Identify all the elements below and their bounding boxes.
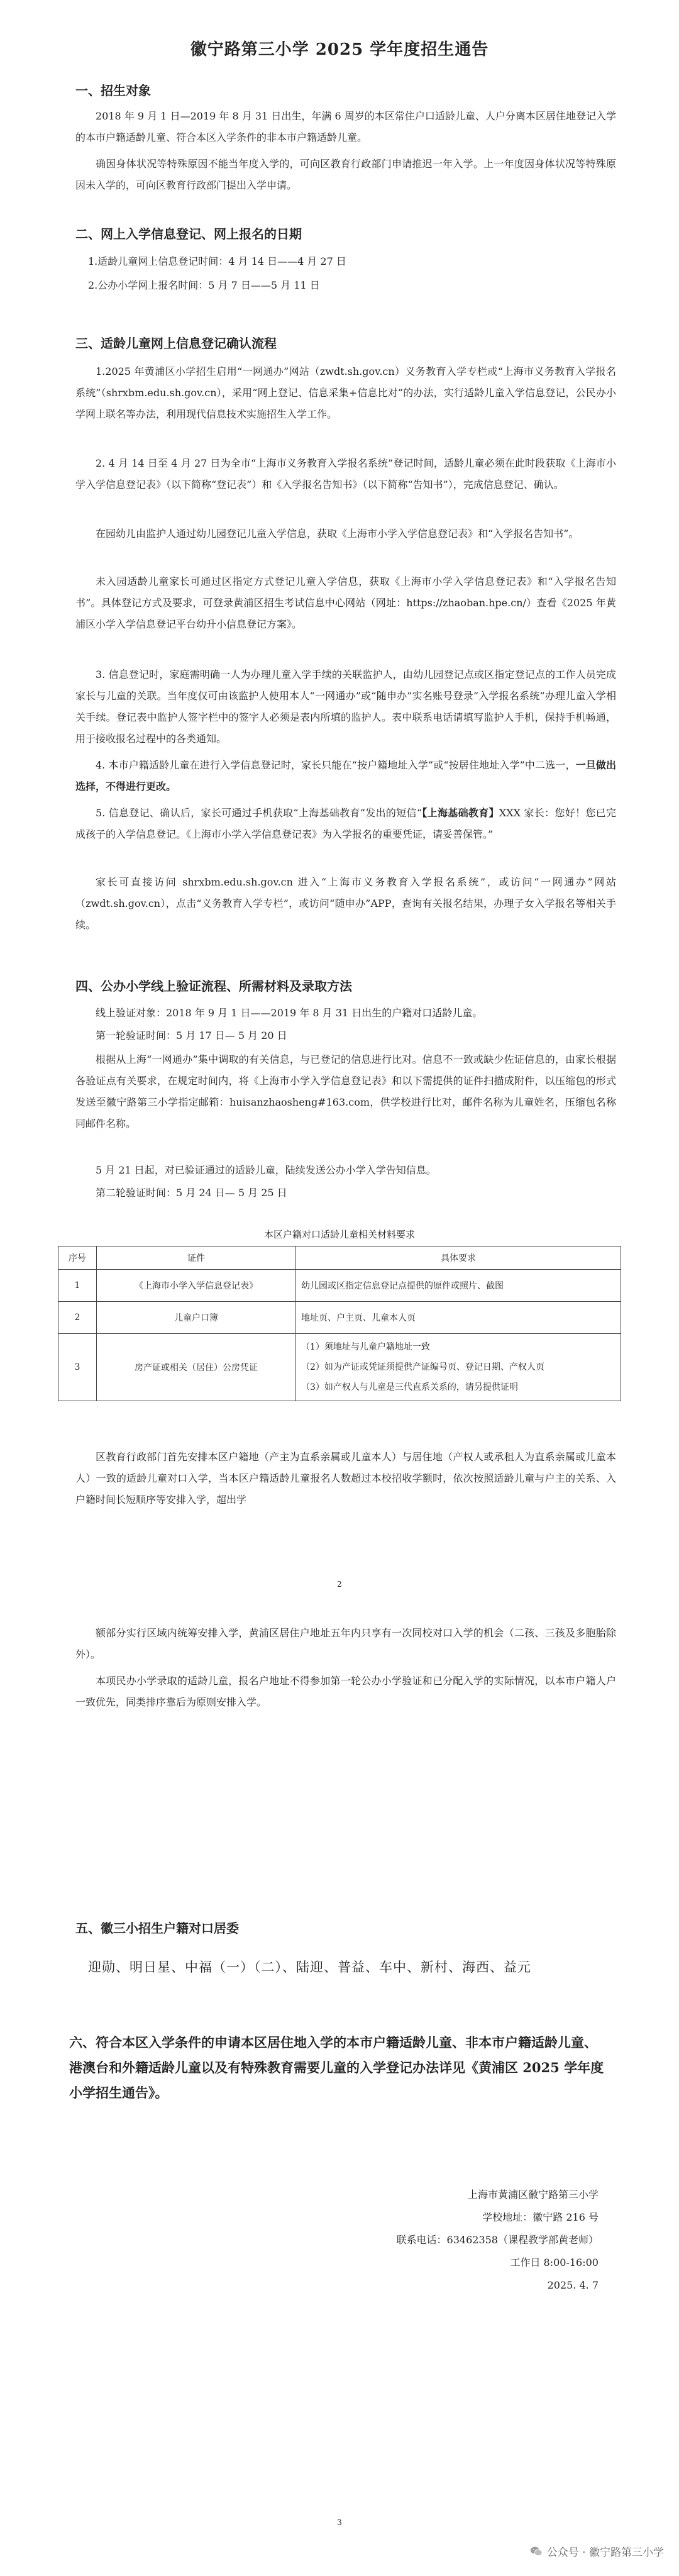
page-number-2: 2: [337, 1580, 342, 1589]
school-address: 学校地址：徽宁路 216 号: [482, 2211, 599, 2223]
row-req-list: [296, 1334, 621, 1401]
row-req: 幼儿园或区指定信息登记点提供的原件或照片、截图: [296, 1270, 621, 1302]
req-item: （1）须地址与儿童户籍地址一致: [301, 1342, 430, 1352]
table-row: [58, 1270, 621, 1302]
notice-date: 2025. 4. 7: [547, 2279, 599, 2291]
sms-sender-tag: 【上海基础教育】: [422, 807, 499, 819]
row-doc: 房产证或相关（居住）公房凭证: [97, 1334, 296, 1401]
section-2-heading: 二、网上入学信息登记、网上报名的日期: [75, 226, 302, 242]
wechat-icon: [529, 2545, 543, 2558]
req-item: （3）如产权人与儿童是三代直系关系的，请另提供证明: [301, 1382, 518, 1392]
signature-block: [334, 2184, 599, 2297]
school-name: 上海市黄浦区徽宁路第三小学: [467, 2189, 599, 2201]
office-hours: 工作日 8:00-16:00: [510, 2257, 599, 2268]
req-item: （2）如为产证或凭证须提供产证编号页、登记日期、产权人页: [301, 1362, 544, 1372]
section-6-heading: 六、符合本区入学条件的申请本区居住地入学的本市户籍适龄儿童、非本市户籍适龄儿童、港澳台和外籍适龄儿童以及有特殊教育需要儿童的入学登记办法详见《黄浦区 2025 学年度小学招生通告》。: [69, 2035, 604, 2101]
first-round-date: 第一轮验证时间：5 月 17 日— 5 月 20 日: [96, 1030, 287, 1041]
verification-process: 根据从上海“一网通办”集中调取的有关信息，与已登记的信息进行比对。信息不一致或缺少佐证信息的，由家长根据各验证点有关要求，在规定时间内，将《上海市小学入学信息登记表》和以下需提供的证件扫描成附件，以压缩包的形式发送至徽宁路第三小学指定邮箱：huisanzhaosheng#163.com，供学校进行比对，邮件名称为儿童姓名，压缩包名称同邮件名称。: [75, 1053, 616, 1130]
row-no: 2: [58, 1302, 97, 1334]
table-header-no: 序号: [58, 1246, 97, 1270]
neighborhood-list: 迎勋、明日星、中福（一）（二）、陆迎、普益、车中、新村、海西、益元: [88, 1960, 531, 1975]
row-req: 地址页、户主页、儿童本人页: [296, 1302, 621, 1334]
section-1-heading: 一、招生对象: [75, 83, 151, 98]
table-row: [58, 1334, 621, 1401]
verification-target: 线上验证对象：2018 年 9 月 1 日——2019 年 8 月 31 日出生的户籍对口适龄儿童。: [96, 1007, 483, 1019]
section-3-paragraph-3: 在园幼儿由监护人通过幼儿园登记儿童入学信息，获取《上海市小学入学信息登记表》和“入学报名告知书”。: [96, 528, 579, 540]
section-3-paragraph-4: 未入园适龄儿童家长可通过区指定方式登记儿童入学信息，获取《上海市小学入学信息登记表》和“入学报名告知书”。具体登记方式及要求，可登录黄浦区招生考试信息中心网站（网址：https://zhaoban.hpe.cn/）查看《2025 年黄浦区小学入学信息登记平台幼升小信息登记方案》。: [75, 575, 616, 630]
sms-notice-body: XXX 家长：您好！您已完成孩子的入学信息登记。《上海市小学入学信息登记表》为入学报名的重要凭证，请妥善保管。”: [75, 807, 616, 840]
table-header-req: 具体要求: [296, 1246, 621, 1270]
row-no: 1: [58, 1270, 97, 1302]
section-3-paragraph-7: [75, 802, 616, 845]
selection-rule-text: 4. 本市户籍适龄儿童在进行入学信息登记时，家长只能在“按户籍地址入学”或“按居住地址入学”中二选一，: [96, 759, 576, 771]
contact-phone: 联系电话：63462358（课程教学部黄老师）: [396, 2234, 599, 2246]
section-3-paragraph-5: 3. 信息登记时，家庭需明确一人为办理儿童入学手续的关联监护人，由幼儿园登记点或区指定登记点的工作人员完成家长与儿童的关联。当年度仅可由该监护人使用本人“一网通办”或“随申办”实名账号登录“入学报名系统”办理儿童入学相关手续。登记表中监护人签字栏中的签字人必须是表内所填的监护人。表中联系电话请填写监护人手机，保持手机畅通，用于接收报名过程中的各类通知。: [75, 669, 616, 745]
wechat-watermark: [529, 2543, 664, 2559]
wechat-account-name: 公众号 · 徽宁路第三小学: [546, 2546, 664, 2559]
sms-notice-text: 5. 信息登记、确认后，家长可通过手机获取“上海基础教育”发出的短信“: [96, 807, 422, 819]
admission-order-paragraph: 区教育行政部门首先安排本区户籍地（产主为直系亲属或儿童本人）与居住地（产权人或承租人为直系亲属或儿童本人）一致的适龄儿童对口入学，当本区户籍适龄儿童报名人数超过本校招收学额时，依次按照适龄儿童与户主的关系、入户籍时间长短顺序等安排入学，超出学: [75, 1451, 616, 1506]
admission-order-continued: 额部分实行区域内统筹安排入学，黄浦区居住户地址五年内只享有一次同校对口入学的机会（二孩、三孩及多胞胎除外）。: [75, 1627, 616, 1660]
section-2-line-1: 1.适龄儿童网上信息登记时间：4 月 14 日——4 月 27 日: [88, 255, 346, 267]
table-row: [58, 1302, 621, 1334]
section-2-line-2: 2.公办小学网上报名时间：5 月 7 日——5 月 11 日: [88, 279, 320, 291]
section-3-paragraph-6: [75, 755, 616, 797]
table-header-row: [58, 1246, 621, 1270]
section-4-heading: 四、公办小学线上验证流程、所需材料及录取方法: [75, 979, 352, 994]
selection-rule-emphasis: 一旦做出选择，不得进行更改。: [75, 759, 616, 792]
row-no: 3: [58, 1334, 97, 1401]
private-admission-paragraph: 本项民办小学录取的适龄儿童，报名户地址不得参加第一轮公办小学验证和已分配入学的实际情况，以本市户籍人户一致优先，同类排序靠后为原则安排入学。: [75, 1675, 616, 1708]
section-5-heading: 五、徽三小招生户籍对口居委: [75, 1921, 239, 1936]
page-number-3: 3: [337, 2518, 342, 2527]
notice-sending-info: 5 月 21 日起，对已验证通过的适龄儿童，陆续发送公办小学入学告知信息。: [96, 1164, 436, 1176]
table-header-doc: 证件: [97, 1246, 296, 1270]
section-3-paragraph-8: 家长可直接访问 shrxbm.edu.sh.gov.cn 进入“上海市义务教育入学报名系统”，或访问“一网通办”网站（zwdt.sh.gov.cn），点击“义务教育入学专栏”，或访问“随申办”APP，查询有关报名结果，办理子女入学报名等相关手续。: [75, 876, 616, 931]
section-3-paragraph-2: 2. 4 月 14 日至 4 月 27 日为全市“上海市义务教育入学报名系统”登记时间，适龄儿童必须在此时段获取《上海市小学入学信息登记表》（以下简称“登记表”）和《入学报名告知书》（以下简称“告知书”），完成信息登记、确认。: [75, 457, 616, 491]
section-3-heading: 三、适龄儿童网上信息登记确认流程: [75, 336, 277, 351]
section-1-paragraph-1: 2018 年 9 月 1 日—2019 年 8 月 31 日出生，年满 6 周岁的本区常住户口适龄儿童、人户分离本区居住地登记入学的本市户籍适龄儿童、符合本区入学条件的非本市户籍适龄儿童。: [75, 110, 616, 143]
section-3-paragraph-1: 1.2025 年黄浦区小学招生启用“一网通办”网站（zwdt.sh.gov.cn）义务教育入学专栏或“上海市义务教育入学报名系统”（shrxbm.edu.sh.gov.cn），采用“网上登记、信息采集+信息比对”的办法，实行适龄儿童入学信息登记，公民办小学网上联名等办法，利用现代信息技术实施招生入学工作。: [75, 365, 616, 420]
table-caption: 本区户籍对口适龄儿童相关材料要求: [263, 1229, 415, 1240]
row-doc: 《上海市小学入学信息登记表》: [97, 1270, 296, 1302]
second-round-date: 第二轮验证时间：5 月 24 日— 5 月 25 日: [96, 1187, 287, 1199]
row-doc: 儿童户口簿: [97, 1302, 296, 1334]
materials-table: [58, 1228, 621, 1401]
section-1-paragraph-2: 确因身体状况等特殊原因不能当年度入学的，可向区教育行政部门申请推迟一年入学。上一年度因身体状况等特殊原因未入学的，可向区教育行政部门提出入学申请。: [75, 158, 616, 191]
page-title: 徽宁路第三小学 2025 学年度招生通告: [190, 40, 489, 59]
